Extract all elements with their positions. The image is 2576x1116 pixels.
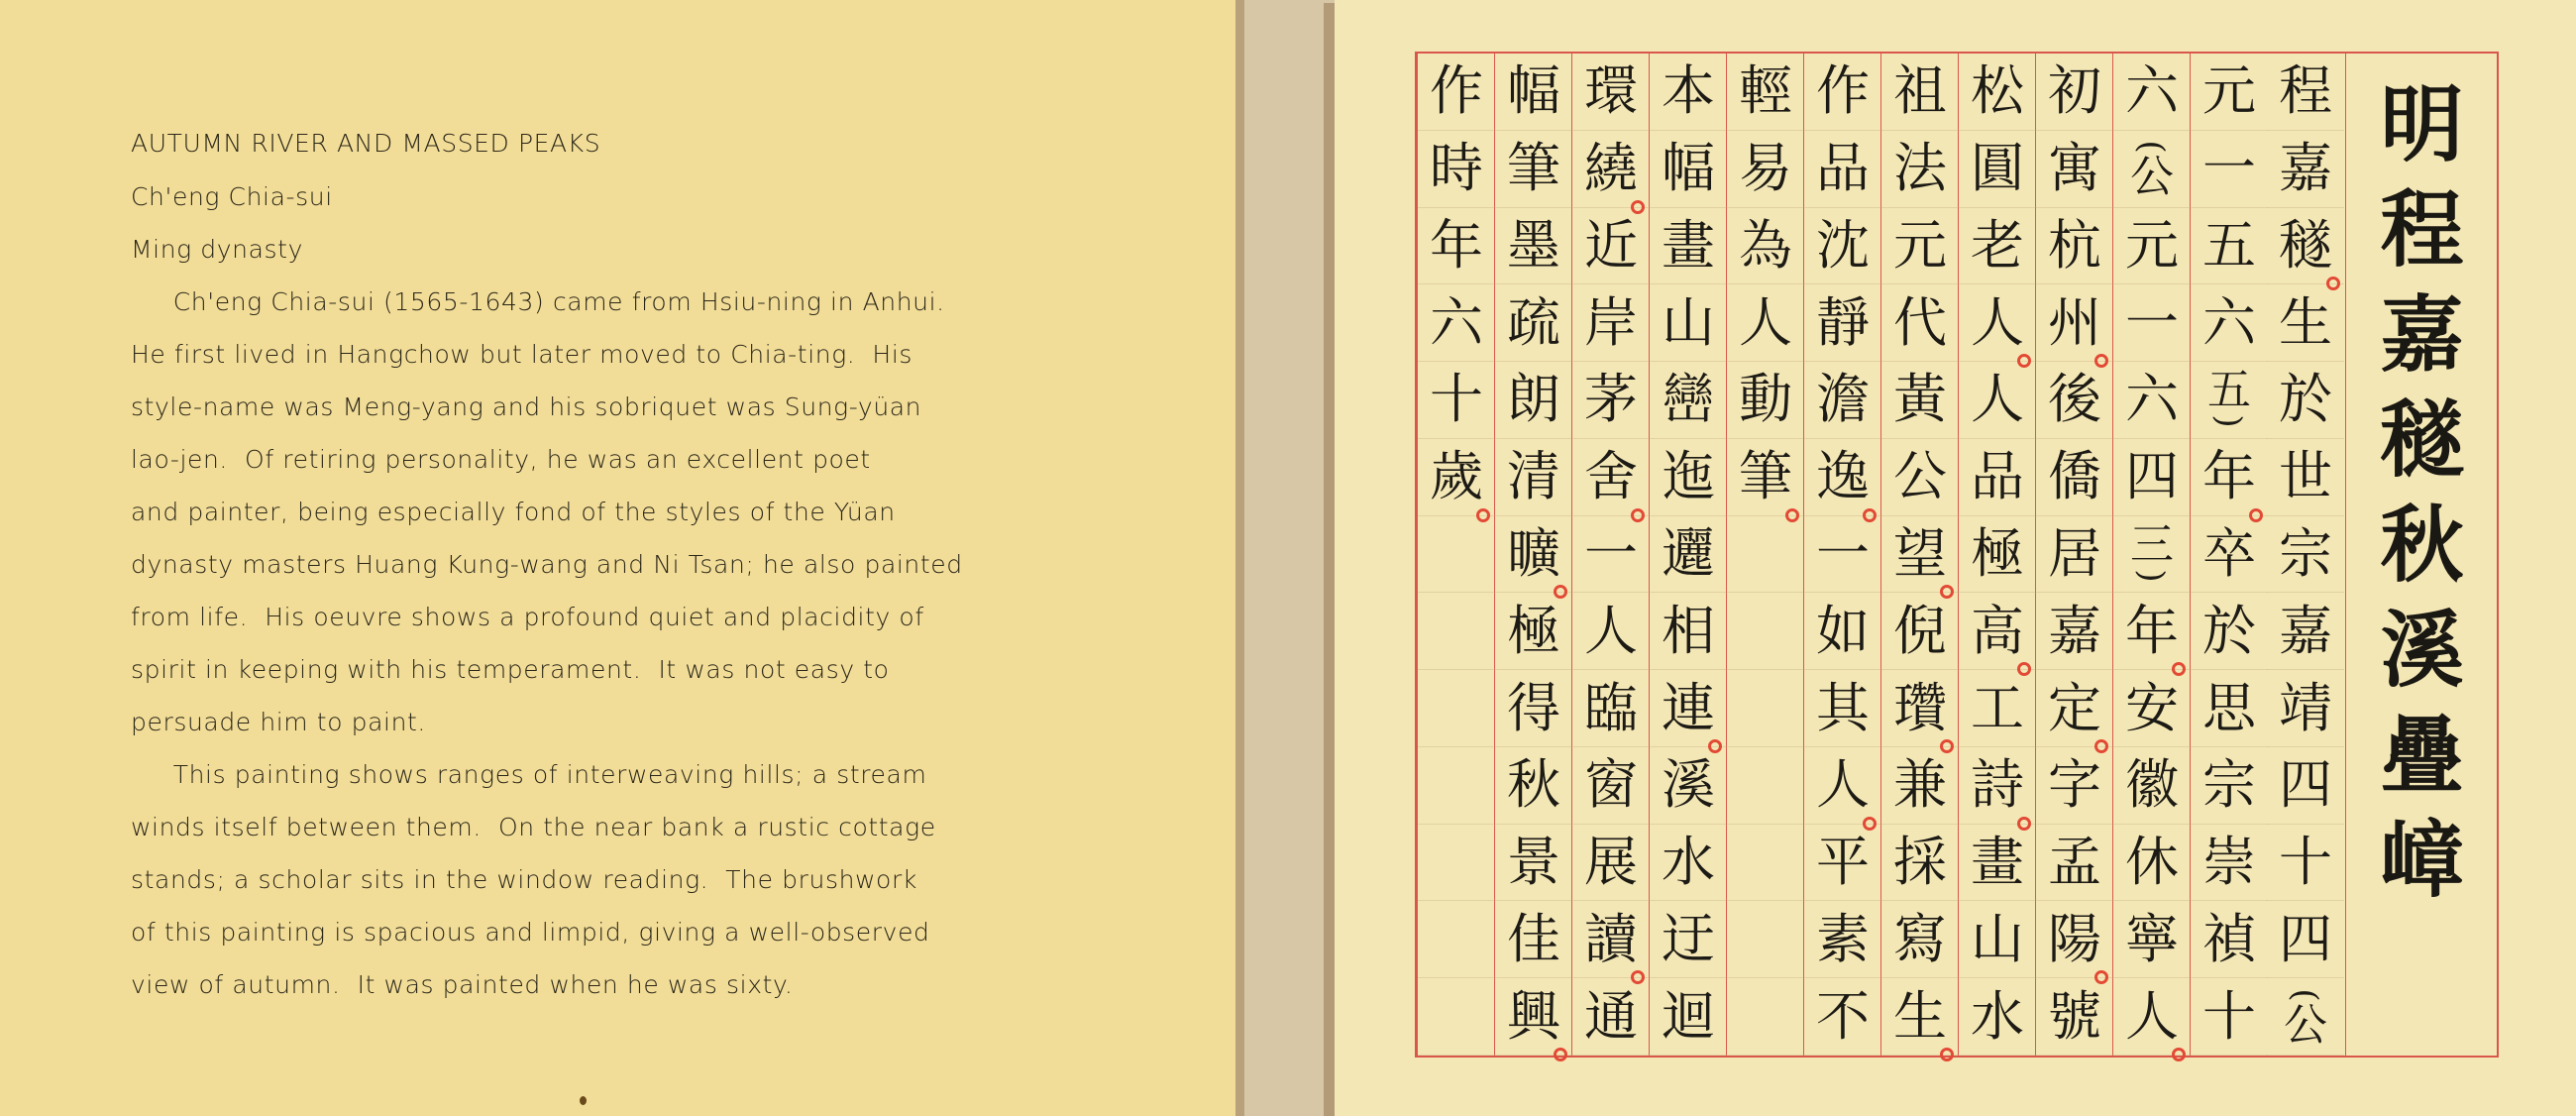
title-char: 秋 bbox=[2380, 495, 2464, 594]
grid-cell: 人 bbox=[1572, 593, 1650, 670]
text-column bbox=[2112, 54, 2190, 1056]
grid-cell: 為 bbox=[1727, 208, 1804, 285]
manuscript-grid bbox=[1415, 52, 2499, 1058]
grid-cell: 杭 bbox=[2036, 208, 2113, 285]
text-column bbox=[1417, 54, 1494, 1056]
grid-cell: 兼 bbox=[1881, 747, 1959, 825]
grid-cell: 字 bbox=[2036, 747, 2113, 825]
grid-cell: 瓚 bbox=[1881, 670, 1959, 747]
grid-cell: 三 ) bbox=[2113, 516, 2191, 594]
punctuation-circle-icon bbox=[2094, 354, 2108, 368]
text-column bbox=[1494, 54, 1571, 1056]
grid-cell: 黃 bbox=[1881, 362, 1959, 439]
grid-cell: 極 bbox=[1959, 516, 2036, 594]
grid-cell: 寓 bbox=[2036, 131, 2113, 208]
grid-cell: 清 bbox=[1495, 439, 1572, 516]
grid-cell: 嘉 bbox=[2267, 593, 2344, 670]
grid-cell: 相 bbox=[1650, 593, 1727, 670]
grid-cell: 寧 bbox=[2113, 901, 2191, 978]
description-line: persuade him to paint. bbox=[131, 708, 426, 736]
grid-cell: 望 bbox=[1881, 516, 1959, 594]
grid-cell: 筆 bbox=[1727, 439, 1804, 516]
grid-cell: 茅 bbox=[1572, 362, 1650, 439]
punctuation-circle-icon bbox=[1940, 739, 1954, 753]
grid-cell: 人 bbox=[1804, 747, 1881, 825]
text-column bbox=[1880, 54, 1958, 1056]
punctuation-circle-icon bbox=[1631, 508, 1645, 522]
grid-cell: 得 bbox=[1495, 670, 1572, 747]
grid-cell: 採 bbox=[1881, 825, 1959, 902]
grid-cell: 疏 bbox=[1495, 284, 1572, 362]
description-line: stands; a scholar sits in the window reading. The brushwork bbox=[131, 865, 917, 894]
grid-cell: 畫 bbox=[1650, 208, 1727, 285]
description-line: winds itself between them. On the near bank a rustic cottage bbox=[131, 813, 936, 841]
description-line: He first lived in Hangchow but later moved to Chia-ting. His bbox=[131, 340, 913, 369]
grid-cell: 號 bbox=[2036, 978, 2113, 1056]
description-line: from life. His oeuvre shows a profound quiet and placidity of bbox=[131, 603, 924, 631]
grid-cell: 迂 bbox=[1650, 901, 1727, 978]
text-column bbox=[2035, 54, 2112, 1056]
grid-cell: 年 bbox=[2191, 439, 2268, 516]
grid-cell: 讀 bbox=[1572, 901, 1650, 978]
grid-cell: 歲 bbox=[1418, 439, 1495, 516]
grid-cell bbox=[1727, 747, 1804, 825]
grid-cell: 松 bbox=[1959, 54, 2036, 131]
grid-cell: 徽 bbox=[2113, 747, 2191, 825]
grid-cell: 人 bbox=[1959, 362, 2036, 439]
grid-cell: 連 bbox=[1650, 670, 1727, 747]
grid-cell: 詩 bbox=[1959, 747, 2036, 825]
grid-cell: 五 ) bbox=[2191, 362, 2268, 439]
grid-cell: 定 bbox=[2036, 670, 2113, 747]
grid-cell: 本 bbox=[1650, 54, 1727, 131]
grid-cell: 品 bbox=[1804, 131, 1881, 208]
grid-cell: 崇 bbox=[2191, 825, 2268, 902]
painting-title: AUTUMN RIVER AND MASSED PEAKS bbox=[131, 129, 601, 158]
grid-cell: 元 bbox=[2113, 208, 2191, 285]
grid-cell: 曠 bbox=[1495, 516, 1572, 594]
punctuation-circle-icon bbox=[1785, 508, 1799, 522]
grid-cell: 安 bbox=[2113, 670, 2191, 747]
grid-cell: 元 bbox=[2191, 54, 2268, 131]
grid-cell bbox=[1418, 593, 1495, 670]
grid-cell: ( 公 bbox=[2267, 978, 2344, 1056]
grid-cell: 工 bbox=[1959, 670, 2036, 747]
grid-cell: 不 bbox=[1804, 978, 1881, 1056]
grid-cell bbox=[1727, 825, 1804, 902]
grid-cell: 窗 bbox=[1572, 747, 1650, 825]
grid-cell: 穟 bbox=[2267, 208, 2344, 285]
grid-cell: 極 bbox=[1495, 593, 1572, 670]
grid-cell: 山 bbox=[1959, 901, 2036, 978]
punctuation-circle-icon bbox=[1863, 817, 1877, 831]
grid-cell: 岸 bbox=[1572, 284, 1650, 362]
grid-cell: 筆 bbox=[1495, 131, 1572, 208]
text-column bbox=[1726, 54, 1803, 1056]
grid-cell: 僑 bbox=[2036, 439, 2113, 516]
grid-cell: 朗 bbox=[1495, 362, 1572, 439]
grid-cell: ( 公 bbox=[2113, 131, 2191, 208]
punctuation-circle-icon bbox=[2094, 739, 2108, 753]
grid-cell: 近 bbox=[1572, 208, 1650, 285]
grid-cell: 邐 bbox=[1650, 516, 1727, 594]
grid-cell: 十 bbox=[1418, 362, 1495, 439]
grid-cell: 寫 bbox=[1881, 901, 1959, 978]
grid-cell: 孟 bbox=[2036, 825, 2113, 902]
grid-cell: 四 bbox=[2267, 901, 2344, 978]
paper-speck bbox=[580, 1096, 587, 1105]
grid-cell: 一 bbox=[1804, 516, 1881, 594]
text-column bbox=[1649, 54, 1726, 1056]
text-column bbox=[2190, 54, 2267, 1056]
grid-cell: 五 bbox=[2191, 208, 2268, 285]
grid-cell: 四 bbox=[2113, 439, 2191, 516]
grid-cell: 法 bbox=[1881, 131, 1959, 208]
grid-cell: 易 bbox=[1727, 131, 1804, 208]
dynasty: Ming dynasty bbox=[131, 235, 303, 264]
punctuation-circle-icon bbox=[2017, 354, 2031, 368]
punctuation-circle-icon bbox=[1863, 508, 1877, 522]
grid-cell: 人 bbox=[1727, 284, 1804, 362]
grid-cell: 一 bbox=[1572, 516, 1650, 594]
punctuation-circle-icon bbox=[1476, 508, 1490, 522]
punctuation-circle-icon bbox=[1940, 1048, 1954, 1061]
grid-cell: 水 bbox=[1959, 978, 2036, 1056]
grid-cell: 六 bbox=[2113, 54, 2191, 131]
grid-cell bbox=[1727, 516, 1804, 594]
book-binding-strip bbox=[1235, 0, 1335, 1116]
grid-cell: 嘉 bbox=[2036, 593, 2113, 670]
grid-cell: 一 bbox=[2191, 131, 2268, 208]
grid-cell: 作 bbox=[1418, 54, 1495, 131]
description-line: Ch'eng Chia-sui (1565-1643) came from Hsiu-ning in Anhui. bbox=[131, 287, 945, 316]
grid-cell: 人 bbox=[2113, 978, 2191, 1056]
grid-cell: 生 bbox=[1881, 978, 1959, 1056]
grid-cell: 高 bbox=[1959, 593, 2036, 670]
grid-cell: 於 bbox=[2267, 362, 2344, 439]
punctuation-circle-icon bbox=[1708, 739, 1722, 753]
title-column bbox=[2345, 54, 2499, 1056]
grid-cell: 畫 bbox=[1959, 825, 2036, 902]
grid-cell: 宗 bbox=[2191, 747, 2268, 825]
grid-cell: 倪 bbox=[1881, 593, 1959, 670]
grid-cell: 繞 bbox=[1572, 131, 1650, 208]
grid-cell: 元 bbox=[1881, 208, 1959, 285]
grid-cell: 山 bbox=[1650, 284, 1727, 362]
grid-cell: 宗 bbox=[2267, 516, 2344, 594]
grid-cell: 圓 bbox=[1959, 131, 2036, 208]
description-line: spirit in keeping with his temperament. It was not easy to bbox=[131, 655, 890, 684]
grid-cell bbox=[1727, 901, 1804, 978]
description-line: view of autumn. It was painted when he was sixty. bbox=[131, 970, 794, 999]
grid-cell: 四 bbox=[2267, 747, 2344, 825]
grid-cell: 居 bbox=[2036, 516, 2113, 594]
description-line: dynasty masters Huang Kung-wang and Ni Tsan; he also painted bbox=[131, 550, 963, 579]
grid-cell: 禎 bbox=[2191, 901, 2268, 978]
grid-cell: 程 bbox=[2267, 54, 2344, 131]
title-char: 穟 bbox=[2380, 390, 2464, 489]
grid-cell: 於 bbox=[2191, 593, 2268, 670]
grid-cell: 休 bbox=[2113, 825, 2191, 902]
grid-cell: 沈 bbox=[1804, 208, 1881, 285]
text-column bbox=[1803, 54, 1880, 1056]
text-column bbox=[2267, 54, 2344, 1056]
grid-cell: 代 bbox=[1881, 284, 1959, 362]
description-line: and painter, being especially fond of the styles of the Yüan bbox=[131, 498, 896, 526]
grid-cell: 展 bbox=[1572, 825, 1650, 902]
grid-cell bbox=[1727, 978, 1804, 1056]
grid-cell: 十 bbox=[2191, 978, 2268, 1056]
grid-cell: 迤 bbox=[1650, 439, 1727, 516]
grid-cell bbox=[1418, 825, 1495, 902]
grid-cell bbox=[1418, 670, 1495, 747]
grid-cell: 其 bbox=[1804, 670, 1881, 747]
grid-cell bbox=[1418, 978, 1495, 1056]
grid-cell: 靖 bbox=[2267, 670, 2344, 747]
grid-cell: 六 bbox=[1418, 284, 1495, 362]
grid-cell: 靜 bbox=[1804, 284, 1881, 362]
grid-cell: 祖 bbox=[1881, 54, 1959, 131]
grid-cell: 景 bbox=[1495, 825, 1572, 902]
title-char: 嶂 bbox=[2380, 810, 2464, 909]
grid-cell: 秋 bbox=[1495, 747, 1572, 825]
punctuation-circle-icon bbox=[2249, 508, 2263, 522]
binding-edge-right bbox=[1324, 3, 1335, 1116]
grid-cell: 幅 bbox=[1495, 54, 1572, 131]
grid-cell: 如 bbox=[1804, 593, 1881, 670]
grid-cell: 年 bbox=[1418, 208, 1495, 285]
grid-cell: 水 bbox=[1650, 825, 1727, 902]
grid-cell: 輕 bbox=[1727, 54, 1804, 131]
description-line: of this painting is spacious and limpid, giving a well-observed bbox=[131, 918, 930, 947]
grid-cell: 六 bbox=[2113, 362, 2191, 439]
grid-cell bbox=[1418, 901, 1495, 978]
grid-cell: 後 bbox=[2036, 362, 2113, 439]
punctuation-circle-icon bbox=[2017, 817, 2031, 831]
grid-cell: 環 bbox=[1572, 54, 1650, 131]
grid-cell: 素 bbox=[1804, 901, 1881, 978]
grid-cell: 年 bbox=[2113, 593, 2191, 670]
description-line: style-name was Meng-yang and his sobriquet was Sung-yüan bbox=[131, 392, 922, 421]
grid-cell: 溪 bbox=[1650, 747, 1727, 825]
title-char: 溪 bbox=[2380, 600, 2464, 699]
punctuation-circle-icon bbox=[1554, 1048, 1567, 1061]
grid-cell: 嘉 bbox=[2267, 131, 2344, 208]
grid-cell: 卒 bbox=[2191, 516, 2268, 594]
grid-cell: 迴 bbox=[1650, 978, 1727, 1056]
grid-cell: 時 bbox=[1418, 131, 1495, 208]
grid-cell: 興 bbox=[1495, 978, 1572, 1056]
binding-edge-left bbox=[1235, 0, 1244, 1116]
title-char: 疊 bbox=[2380, 705, 2464, 804]
punctuation-circle-icon bbox=[1631, 200, 1645, 214]
grid-cell: 舍 bbox=[1572, 439, 1650, 516]
description-line: This painting shows ranges of interweaving hills; a stream bbox=[131, 760, 927, 789]
grid-cell: 品 bbox=[1959, 439, 2036, 516]
grid-cell: 一 bbox=[2113, 284, 2191, 362]
grid-cell: 十 bbox=[2267, 825, 2344, 902]
grid-cell: 作 bbox=[1804, 54, 1881, 131]
grid-cell: 老 bbox=[1959, 208, 2036, 285]
grid-cell: 動 bbox=[1727, 362, 1804, 439]
grid-cell: 逸 bbox=[1804, 439, 1881, 516]
text-column bbox=[1958, 54, 2035, 1056]
title-char: 明 bbox=[2380, 74, 2464, 173]
grid-cell: 六 bbox=[2191, 284, 2268, 362]
grid-cell: 世 bbox=[2267, 439, 2344, 516]
grid-cell: 公 bbox=[1881, 439, 1959, 516]
grid-cell: 思 bbox=[2191, 670, 2268, 747]
grid-cell: 臨 bbox=[1572, 670, 1650, 747]
grid-cell bbox=[1727, 670, 1804, 747]
grid-cell: 佳 bbox=[1495, 901, 1572, 978]
grid-cell: 初 bbox=[2036, 54, 2113, 131]
title-char: 程 bbox=[2380, 179, 2464, 279]
grid-cell: 墨 bbox=[1495, 208, 1572, 285]
grid-cell: 陽 bbox=[2036, 901, 2113, 978]
artist-name: Ch'eng Chia-sui bbox=[131, 182, 333, 211]
grid-cell bbox=[1418, 747, 1495, 825]
title-char: 嘉 bbox=[2380, 284, 2464, 384]
grid-cell bbox=[1727, 593, 1804, 670]
grid-cell: 澹 bbox=[1804, 362, 1881, 439]
grid-cell: 幅 bbox=[1650, 131, 1727, 208]
description-line: lao-jen. Of retiring personality, he was an excellent poet bbox=[131, 445, 871, 474]
punctuation-circle-icon bbox=[2172, 1048, 2186, 1061]
grid-cell: 人 bbox=[1959, 284, 2036, 362]
english-label-panel bbox=[0, 0, 1235, 1116]
grid-cell bbox=[1418, 516, 1495, 594]
grid-cell: 巒 bbox=[1650, 362, 1727, 439]
grid-cell: 生 bbox=[2267, 284, 2344, 362]
grid-cell: 州 bbox=[2036, 284, 2113, 362]
grid-cell: 平 bbox=[1804, 825, 1881, 902]
grid-cell: 通 bbox=[1572, 978, 1650, 1056]
